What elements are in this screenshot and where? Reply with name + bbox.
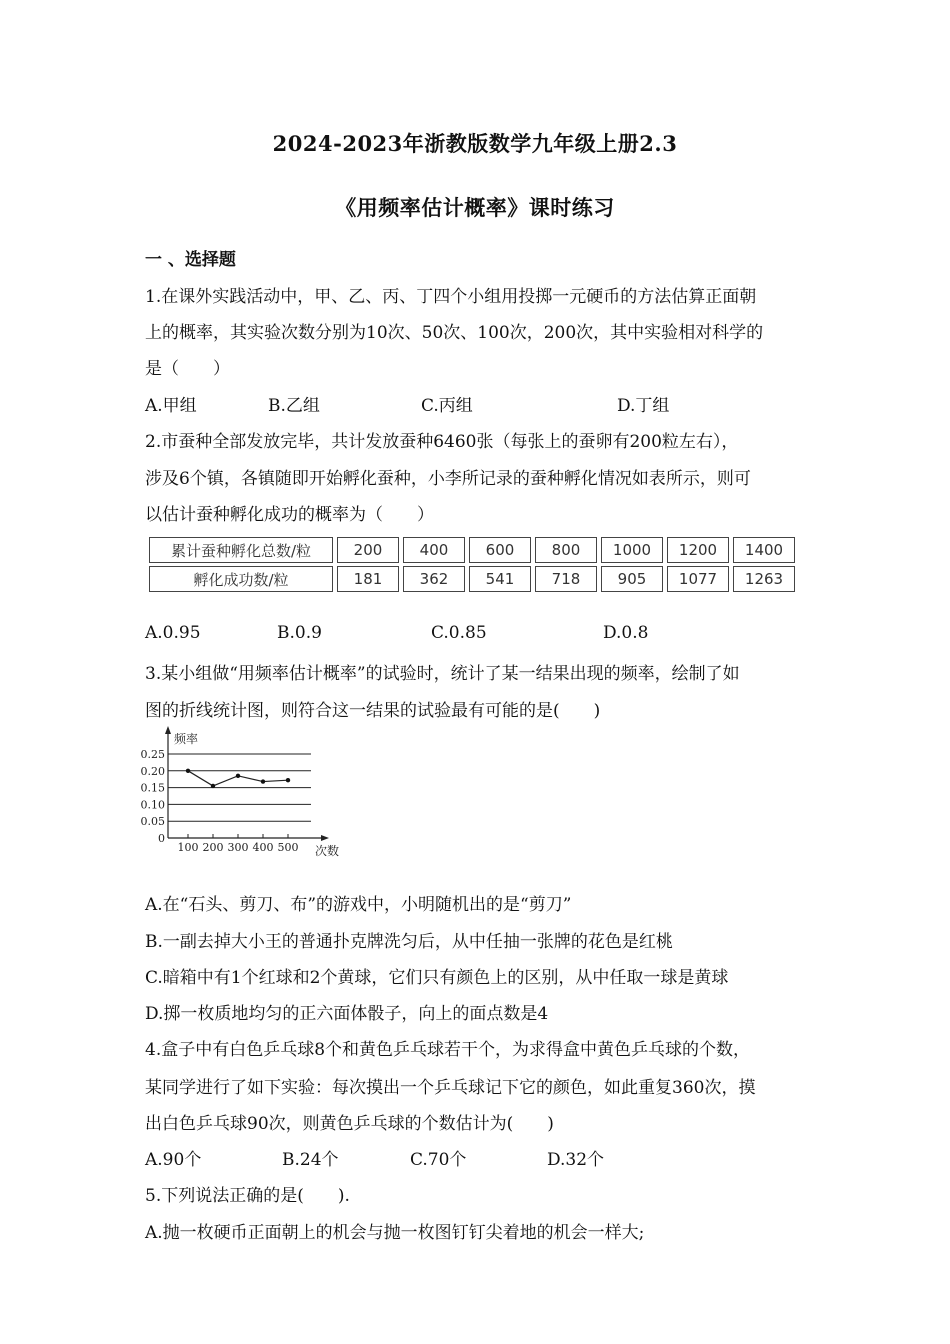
question-2-option-c: C.0.85 bbox=[431, 623, 487, 643]
question-4-option-c: C.70个 bbox=[410, 1150, 467, 1170]
y-tick-label: 0.10 bbox=[140, 798, 165, 812]
question-4-option-a: A.90个 bbox=[145, 1150, 202, 1170]
series-line bbox=[188, 771, 288, 786]
question-3-option-c: C.暗箱中有1个红球和2个黄球，它们只有颜色上的区别，从中任取一球是黄球 bbox=[145, 968, 729, 988]
question-4-line-2: 某同学进行了如下实验：每次摸出一个乒乓球记下它的颜色，如此重复360次，摸 bbox=[145, 1078, 756, 1098]
table-row-header: 累计蚕种孵化总数/粒 bbox=[149, 537, 333, 563]
x-axis-label: 次数 bbox=[315, 844, 340, 858]
chart-grid bbox=[168, 754, 311, 821]
question-2-option-a: A.0.95 bbox=[145, 623, 201, 643]
question-2-option-b: B.0.9 bbox=[277, 623, 322, 643]
y-tick-label: 0.15 bbox=[140, 781, 165, 795]
page-title-line1: 2024-2023年浙教版数学九年级上册2.3 bbox=[272, 131, 678, 156]
page-title-line2: 《用频率估计概率》课时练习 bbox=[335, 195, 615, 220]
x-tick-label: 400 bbox=[252, 841, 274, 854]
question-1-option-c: C.丙组 bbox=[421, 396, 473, 416]
table-cell: 1200 bbox=[667, 537, 729, 563]
table-cell: 1263 bbox=[733, 566, 795, 592]
data-point bbox=[236, 774, 240, 778]
question-2-option-d: D.0.8 bbox=[603, 623, 649, 643]
question-4-line-1: 4.盒子中有白色乒乓球8个和黄色乒乓球若干个，为求得盒中黄色乒乓球的个数， bbox=[145, 1040, 751, 1060]
question-5-line-2: A.抛一枚硬币正面朝上的机会与抛一枚图钉钉尖着地的机会一样大; bbox=[145, 1223, 645, 1243]
table-cell: 200 bbox=[337, 537, 399, 563]
data-point bbox=[211, 784, 215, 788]
question-4-option-b: B.24个 bbox=[282, 1150, 339, 1170]
question-1-option-b: B.乙组 bbox=[268, 396, 320, 416]
y-tick-label: 0.20 bbox=[140, 764, 165, 778]
question-1-line-2: 上的概率，其实验次数分别为10次、50次、100次，200次，其中实验相对科学的 bbox=[145, 323, 764, 343]
table-row bbox=[149, 537, 795, 563]
question-2-line-3: 以估计蚕种孵化成功的概率为（ ） bbox=[145, 505, 434, 525]
question-1-line-3: 是（ ） bbox=[145, 359, 230, 379]
table-row bbox=[149, 566, 795, 592]
y-axis-arrow-icon bbox=[165, 726, 171, 734]
y-tick-label: 0.25 bbox=[140, 748, 165, 761]
table-cell: 541 bbox=[469, 566, 531, 592]
data-point bbox=[261, 779, 265, 783]
table-cell: 362 bbox=[403, 566, 465, 592]
question-2-line-1: 2.市蚕种全部发放完毕，共计发放蚕种6460张（每张上的蚕卵有200粒左右）， bbox=[145, 432, 739, 452]
question-4-option-d: D.32个 bbox=[547, 1150, 605, 1170]
table-cell: 1400 bbox=[733, 537, 795, 563]
question-2-line-2: 涉及6个镇，各镇随即开始孵化蚕种，小李所记录的蚕种孵化情况如表所示，则可 bbox=[145, 469, 751, 489]
table-cell: 1000 bbox=[601, 537, 663, 563]
section-heading: 一 、选择题 bbox=[145, 250, 236, 270]
table-cell: 1077 bbox=[667, 566, 729, 592]
question-1-option-a: A.甲组 bbox=[145, 396, 197, 416]
table-cell: 181 bbox=[337, 566, 399, 592]
frequency-line-chart bbox=[140, 724, 348, 858]
question-5-line-1: 5.下列说法正确的是( ). bbox=[145, 1186, 350, 1206]
table-cell: 600 bbox=[469, 537, 531, 563]
question-3-option-b: B.一副去掉大小王的普通扑克牌洗匀后，从中任抽一张牌的花色是红桃 bbox=[145, 932, 673, 952]
x-tick-label: 300 bbox=[227, 841, 249, 854]
y-tick-label: 0.05 bbox=[140, 815, 165, 829]
question-3-option-a: A.在“石头、剪刀、布”的游戏中，小明随机出的是“剪刀” bbox=[145, 895, 572, 915]
question-3-line-2: 图的折线统计图，则符合这一结果的试验最有可能的是( ) bbox=[145, 701, 601, 721]
y-tick-label: 0 bbox=[158, 832, 165, 845]
x-tick-label: 500 bbox=[277, 841, 299, 854]
data-point bbox=[186, 769, 190, 773]
data-point bbox=[286, 778, 290, 782]
y-axis-label: 频率 bbox=[174, 732, 199, 746]
table-row-header: 孵化成功数/粒 bbox=[149, 566, 333, 592]
question-3-line-1: 3.某小组做“用频率估计概率”的试验时，统计了某一结果出现的频率，绘制了如 bbox=[145, 664, 740, 684]
x-tick-label: 200 bbox=[202, 841, 224, 854]
x-axis-arrow-icon bbox=[321, 835, 329, 841]
table-cell: 718 bbox=[535, 566, 597, 592]
table-cell: 800 bbox=[535, 537, 597, 563]
question-4-line-3: 出白色乒乓球90次，则黄色乒乓球的个数估计为( ) bbox=[145, 1114, 554, 1134]
question-3-option-d: D.掷一枚质地均匀的正六面体骰子，向上的面点数是4 bbox=[145, 1004, 549, 1024]
question-1-line-1: 1.在课外实践活动中，甲、乙、丙、丁四个小组用投掷一元硬币的方法估算正面朝 bbox=[145, 287, 757, 307]
question-1-option-d: D.丁组 bbox=[617, 396, 670, 416]
hatching-data-table bbox=[145, 534, 799, 595]
x-tick-label: 100 bbox=[177, 841, 199, 854]
table-cell: 400 bbox=[403, 537, 465, 563]
table-cell: 905 bbox=[601, 566, 663, 592]
